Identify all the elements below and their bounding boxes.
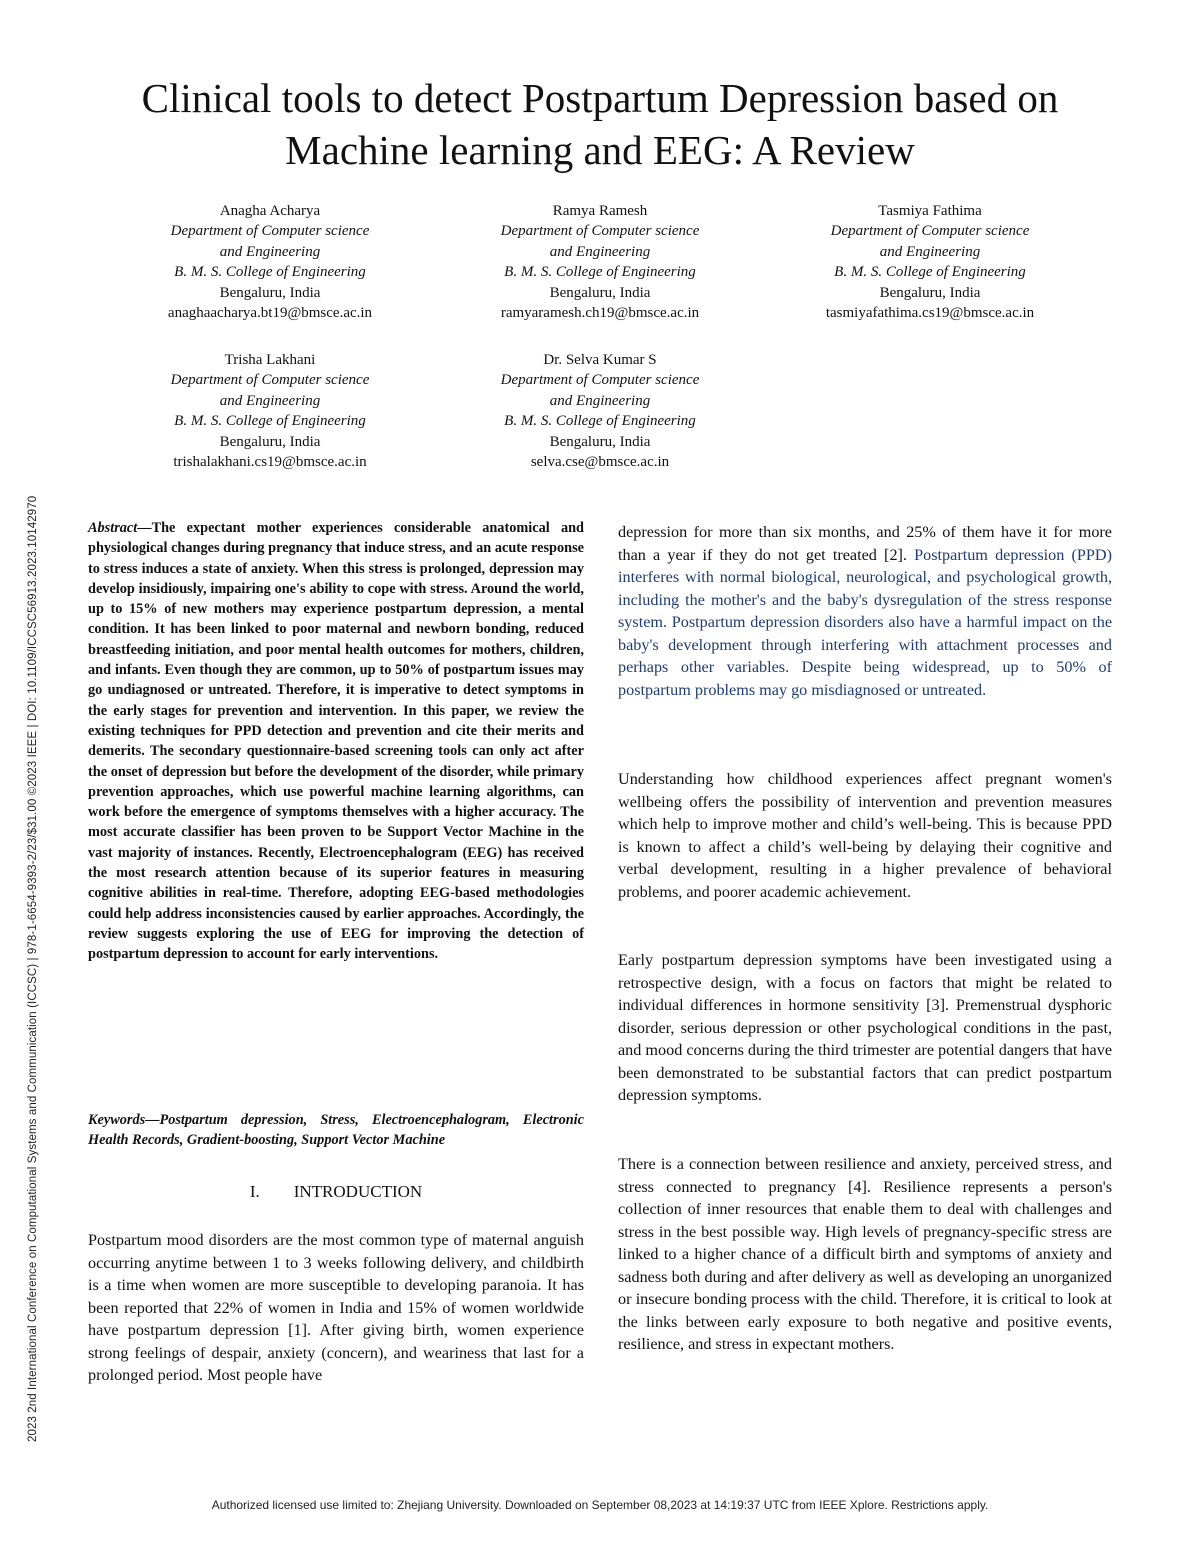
author-dept: Department of Computer science	[170, 372, 370, 389]
right-paragraph-3: Early postpartum depression symptoms have been investigated using a retrospective design, with a focus on factors that might be related to individual differences in hormone sensitivity [3]. Premenstrual dysphoric disorder, serious depression or other psychological conditions in the past, and mood concerns during the third trimester are potential dangers that have been demonstrated to be substantial factors that can predict postpartum depression symptoms.	[618, 951, 1113, 1104]
author-email[interactable]: selva.cse@bmsce.ac.in	[530, 454, 670, 471]
author-block-5	[450, 350, 750, 472]
right-paragraph-1-text: depression for more than six months, and 25% of them have it for more than a year if they do not get treated [2].	[618, 523, 1112, 564]
author-city: Bengaluru, India	[219, 284, 321, 301]
section-title: INTRODUCTION	[293, 1182, 423, 1201]
author-name: Ramya Ramesh	[552, 203, 648, 219]
author-dept-2: and Engineering	[879, 243, 981, 260]
author-city: Bengaluru, India	[219, 433, 321, 450]
author-block-1	[120, 201, 420, 323]
right-paragraph-2: Understanding how childhood experiences affect pregnant women's wellbeing offers the possibility of intervention and prevention measures which help to improve mother and child’s well-being. This is because PPD is known to affect a child’s well-being by delaying their cognitive and verbal development, resulting in a higher prevalence of behavioral problems, and poorer academic achievement.	[618, 770, 1112, 901]
keywords: Keywords—Postpartum depression, Stress, Electroencephalogram, Electronic Health Records, Gradient-boosting, Support Vector Machine	[88, 1112, 584, 1149]
author-block-4	[120, 350, 420, 472]
abstract	[88, 518, 584, 965]
section-heading	[88, 1182, 584, 1202]
author-email[interactable]: anaghaacharya.bt19@bmsce.ac.in	[167, 305, 373, 322]
author-email[interactable]: tasmiyafathima.cs19@bmsce.ac.in	[825, 305, 1035, 322]
author-dept: Department of Computer science	[500, 223, 700, 240]
author-dept: Department of Computer science	[830, 223, 1030, 240]
title-line-1: Clinical tools to detect Postpartum Depression based on	[141, 75, 1059, 121]
author-email[interactable]: ramyaramesh.ch19@bmsce.ac.in	[500, 305, 700, 322]
right-paragraph-1-highlight: Postpartum depression (PPD) interferes with normal biological, neurological, and psychological growth, including the mother's and the baby's dysregulation of the stress response system. Postpartum depression disorders also have a harmful impact on the baby's development through interfering with attachment processes and perhaps other variables. Despite being widespread, up to 50% of postpartum problems may go misdiagnosed or untreated.	[618, 545, 1112, 699]
title-line-2: Machine learning and EEG: A Review	[285, 127, 915, 173]
author-college: B. M. S. College of Engineering	[504, 413, 696, 430]
author-dept-2: and Engineering	[219, 243, 321, 260]
author-city: Bengaluru, India	[549, 433, 651, 450]
author-dept-2: and Engineering	[549, 243, 651, 260]
author-dept-2: and Engineering	[549, 392, 651, 409]
author-college: B. M. S. College of Engineering	[834, 264, 1026, 281]
author-city: Bengaluru, India	[549, 284, 651, 301]
author-block-2	[450, 201, 750, 323]
paper-title	[40, 72, 1160, 176]
author-city: Bengaluru, India	[879, 284, 981, 301]
author-name: Tasmiya Fathima	[878, 203, 982, 219]
author-dept: Department of Computer science	[170, 223, 370, 240]
footer-license: Authorized licensed use limited to: Zhejiang University. Downloaded on September 08,2023 at 14:19:37 UTC from IEEE Xplore. Restrictions apply.	[211, 1498, 989, 1512]
author-college: B. M. S. College of Engineering	[174, 264, 366, 281]
author-name: Anagha Acharya	[219, 203, 321, 219]
right-paragraph-4: There is a connection between resilience and anxiety, perceived stress, and stress connected to pregnancy [4]. Resilience represents a person's collection of inner resources that enable them to deal with challenges and stress in the best possible way. High levels of pregnancy-specific stress are linked to a higher chance of a difficult birth and symptoms of anxiety and sadness both during and after delivery as well as developing an unorganized or insecure bonding process with the child. Therefore, it is critical to look at the links between early exposure to both negative and positive events, resilience, and stress in expectant mothers.	[618, 1155, 1112, 1353]
author-name: Trisha Lakhani	[224, 352, 316, 368]
abstract-lead: Abstract	[88, 520, 138, 536]
author-college: B. M. S. College of Engineering	[174, 413, 366, 430]
author-dept: Department of Computer science	[500, 372, 700, 389]
author-college: B. M. S. College of Engineering	[504, 264, 696, 281]
intro-paragraph: Postpartum mood disorders are the most common type of maternal anguish occurring anytime between 1 to 3 weeks following delivery, and childbirth is a time when women are more susceptible to developing paranoia. It has been reported that 22% of women in India and 15% of women worldwide have postpartum depression [1]. After giving birth, women experience strong feelings of despair, anxiety (concern), and weariness that last for a prolonged period. Most people have	[88, 1231, 584, 1384]
right-paragraph-1	[618, 521, 1112, 701]
author-name: Dr. Selva Kumar S	[543, 352, 657, 368]
section-number: I.	[249, 1182, 260, 1201]
author-dept-2: and Engineering	[219, 392, 321, 409]
sidebar-citation: 2023 2nd International Conference on Computational Systems and Communication (ICCSC) | 978-1-6654-9393-2/23/$31.00 ©2023 IEEE | DOI: 10.1109/ICCSC56913.2023.10142970	[27, 495, 39, 1442]
abstract-text: —The expectant mother experiences considerable anatomical and physiological changes during pregnancy that induce stress, and an acute response to stress induces a state of anxiety. When this stress is prolonged, depression may develop insidiously, impairing one's ability to cope with stress. Around the world, up to 15% of new mothers may experience postpartum depression, a mental condition. It has been linked to poor maternal and newborn bonding, reduced breastfeeding initiation, and poor mental health outcomes for mothers, children, and infants. Even though they are common, up to 50% of postpartum issues may go undiagnosed or untreated. Therefore, it is imperative to detect symptoms in the early stages for prevention and intervention. In this paper, we review the existing techniques for PPD detection and prevention and cite their merits and demerits. The secondary questionnaire-based screening tools can only act after the onset of depression but before the development of the disorder, while primary prevention approaches, which use powerful machine learning algorithms, can work before the emergence of symptoms themselves with a higher accuracy. The most accurate classifier has been proven to be Support Vector Machine in the vast majority of instances. Recently, Electroencephalogram (EEG) has received the most research attention because of its superior features in measuring cognitive abilities in real-time. Therefore, adopting EEG-based methodologies could help address inconsistencies caused by earlier approaches. Accordingly, the review suggests exploring the use of EEG for improving the detection of postpartum depression to account for early interventions.	[88, 520, 584, 963]
author-block-3	[780, 201, 1080, 323]
author-email[interactable]: trishalakhani.cs19@bmsce.ac.in	[173, 454, 367, 471]
